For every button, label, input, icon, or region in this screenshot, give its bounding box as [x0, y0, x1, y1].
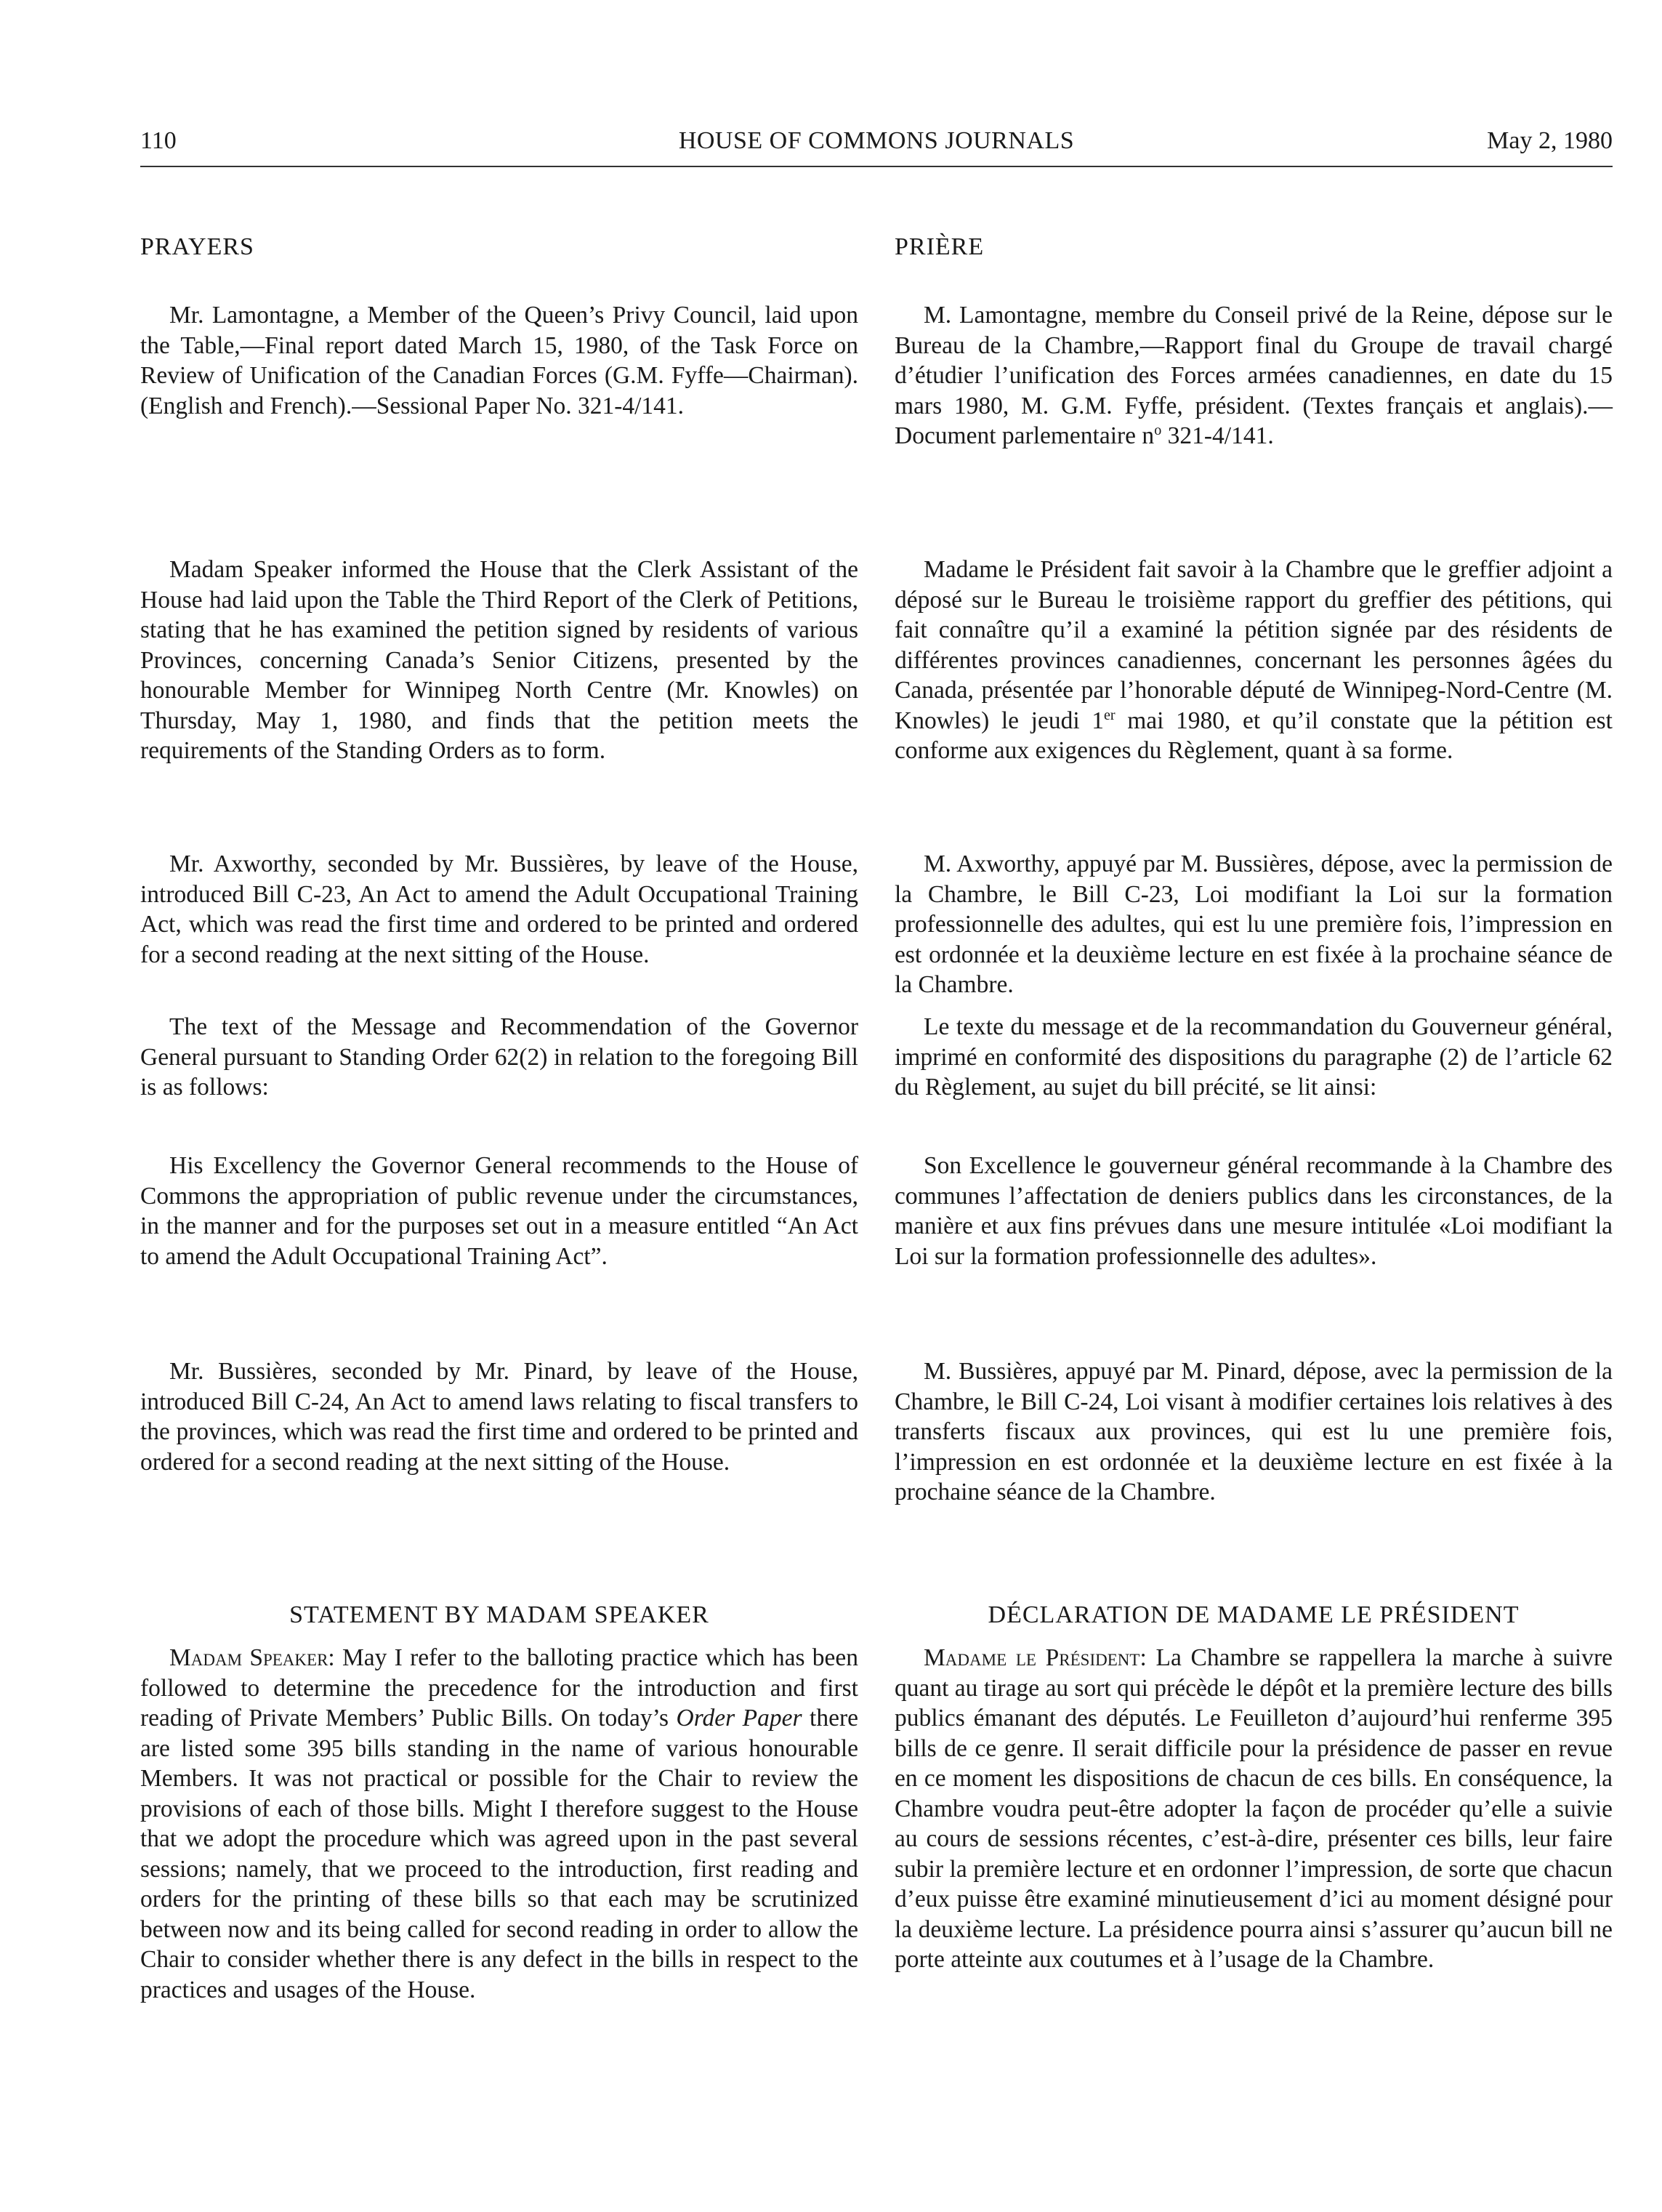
declaration-heading: DÉCLARATION DE MADAME LE PRÉSIDENT — [988, 1601, 1520, 1628]
paragraph-message-intro: The text of the Message and Recommendation of the Governor General pursuant to Standing Order 62(2) in relation to the foregoing Bill is as follows: — [140, 1013, 858, 1101]
speaker-label: Madam Speaker: — [169, 1644, 335, 1671]
paragraph-bill-c23-fr: M. Axworthy, appuyé par M. Bussières, dépose, avec la permission de la Chambre, le Bill C-23, Loi modifiant la Loi sur la formation professionnelle des adultes, qui est lu une première fois, l’impression en est ordonnée et la deuxième lecture en est fixée à la prochaine séance de la Chambre. — [895, 850, 1613, 998]
paragraph-message-fr: Le texte du message et de la recommandation du Gouverneur général, imprimé en conformité des dispositions du paragraphe (2) de l’article 62 du Règlement, au sujet du bill précité, se lit ainsi: — [895, 1013, 1613, 1101]
paragraph-task-force-report: Mr. Lamontagne, a Member of the Queen’s Privy Council, laid upon the Table,—Final report dated March 15, 1980, of the Task Force on Review of Unification of the Canadian Forces (G.M. Fyffe—Chairman). (English and French).—Sessional Paper No. 321-4/141. — [140, 302, 858, 419]
page-number: 110 — [140, 127, 177, 154]
paragraph-speaker-statement: Madam Speaker: May I refer to the balloting practice which has been followed to determine the precedence for the introduction and first reading of Private Members’ Public Bills. On today’s Order Paper there are listed some 395 bills standing in the name of various honourable Members. It was not practical or possible for the Chair to review the provisions of each of those bills. Might I therefore suggest to the House that we adopt the procedure which was agreed upon in the past several sessions; namely, that we proceed to the introduction, first reading and orders for the printing of these bills so that each may be scrutinized between now and its being called for second reading in order to allow the Chair to consider whether there is any defect in the bills in respect to the practices and usages of the House. — [140, 1644, 859, 2003]
paragraph-declaration: Madame le Président: La Chambre se rappellera la marche à suivre quant au tirage au sort qui précède le dépôt et la première lecture des bills publics émanant des députés. Le Feuilleton d’aujourd’hui renferme 395 bills de ce genre. Il serait difficile pour la présidence de passer en revue en ce moment les dispositions de chacun de ces bills. En conséquence, la Chambre voudra peut-être adopter la façon de procéder qu’elle a suivie au cours de sessions récentes, c’est-à-dire, présenter ces bills, leur faire subir la première lecture et en ordonner l’impression, de sorte que chacun d’eux puisse être examiné minutieusement d’ici au moment désigné pour la deuxième lecture. La présidence pourra ainsi s’assurer qu’aucun bill ne porte atteinte aux coutumes et à l’usage de la Chambre. — [895, 1644, 1613, 1973]
paragraph-bill-c24-fr: M. Bussières, appuyé par M. Pinard, dépose, avec la permission de la Chambre, le Bill C-24, Loi visant à modifier certaines lois relatives à des transferts fiscaux aux provinces, qui est lu une première fois, l’impression en est ordonnée et la deuxième lecture en est fixée à la prochaine séance de la Chambre. — [895, 1358, 1613, 1505]
priere-heading: PRIÈRE — [895, 233, 985, 260]
paragraph-recommandation: Son Excellence le gouverneur général recommande à la Chambre des communes l’affectation de deniers publics dans les circonstances, de la manière et aux fins prévues dans une mesure intitulée «Loi modifiant la Loi sur la formation professionnelle des adultes». — [895, 1152, 1613, 1270]
paragraph-petition-report: Madam Speaker informed the House that the Clerk Assistant of the House had laid upon the Table the Third Report of the Clerk of Petitions, stating that he has examined the petition signed by residents of various Provinces, concerning Canada’s Senior Citizens, presented by the honourable Member for Winnipeg North Centre (Mr. Knowles) on Thursday, May 1, 1980, and finds that the petition meets the requirements of the Standing Orders as to form. — [140, 556, 858, 764]
running-header — [140, 125, 1613, 167]
journal-date: May 2, 1980 — [1487, 127, 1613, 154]
president-label: Madame le Président: — [924, 1644, 1147, 1671]
paragraph-rapport-groupe-travail: M. Lamontagne, membre du Conseil privé de la Reine, dépose sur le Bureau de la Chambre,—Rapport final du Groupe de travail chargé d’étudier l’unification des Forces armées canadiennes, en date du 15 mars 1980, M. G.M. Fyffe, président. (Textes français et anglais).—Document parlementaire $n^o$ 321-4/141. — [895, 302, 1613, 449]
paragraph-bill-c24: Mr. Bussières, seconded by Mr. Pinard, by leave of the House, introduced Bill C-24, An Act to amend laws relating to fiscal transfers to the provinces, which was read the first time and ordered to be printed and ordered for a second reading at the next sitting of the House. — [140, 1358, 858, 1476]
paragraph-rapport-petitions: Madame le Président fait savoir à la Chambre que le greffier adjoint a déposé sur le Bureau le troisième rapport du greffier des pétitions, qui fait connaître qu’il a examiné la pétition signée par des résidents de différentes provinces canadiennes, concernant les personnes âgées du Canada, présentée par l’honorable député de Winnipeg-Nord-Centre (M. Knowles) le jeudi 1er mai 1980, et qu’il constate que la pétition est conforme aux exigences du Règlement, quant à sa forme. — [895, 556, 1613, 764]
paragraph-recommendation: His Excellency the Governor General recommends to the House of Commons the appropriation of public revenue under the circumstances, in the manner and for the purposes set out in a measure entitled “An Act to amend the Adult Occupational Training Act”. — [140, 1152, 858, 1270]
paragraph-bill-c23: Mr. Axworthy, seconded by Mr. Bussières, by leave of the House, introduced Bill C-23, An Act to amend the Adult Occupational Training Act, which was read the first time and ordered to be printed and ordered for a second reading at the next sitting of the House. — [140, 850, 858, 968]
statement-heading: STATEMENT BY MADAM SPEAKER — [289, 1601, 709, 1628]
order-paper-title: Order Paper — [676, 1705, 802, 1732]
prayers-heading: PRAYERS — [140, 233, 254, 260]
journal-title: HOUSE OF COMMONS JOURNALS — [678, 127, 1075, 154]
